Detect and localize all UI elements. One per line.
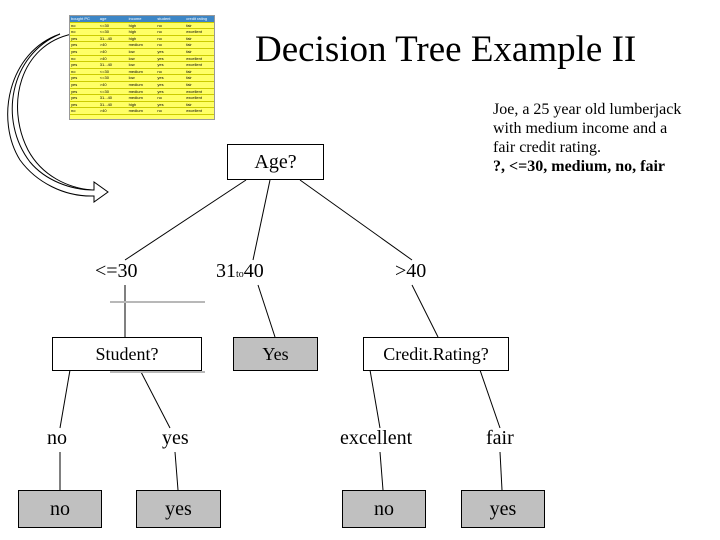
table-cell: >40 — [99, 55, 128, 62]
branch-label-31-40: 31to40 — [216, 260, 264, 282]
leaf-no: no — [18, 490, 102, 528]
divider — [110, 301, 205, 303]
table-cell: yes — [70, 101, 99, 108]
branch-label-gt40: >40 — [395, 260, 427, 282]
table-cell: excellent — [185, 62, 214, 69]
table-cell: no — [156, 35, 185, 42]
table-cell: no — [156, 108, 185, 115]
table-cell: fair — [185, 35, 214, 42]
table-cell: <=30 — [99, 75, 128, 82]
table-cell: low — [128, 55, 157, 62]
table-cell: 31...40 — [99, 62, 128, 69]
leaf-no: no — [342, 490, 426, 528]
table-cell: no — [156, 29, 185, 36]
table-row — [70, 95, 214, 102]
table-row — [70, 108, 214, 115]
table-cell: >40 — [99, 48, 128, 55]
table-cell: medium — [128, 88, 157, 95]
table-cell: excellent — [185, 29, 214, 36]
table-cell: yes — [156, 62, 185, 69]
table-cell: yes — [70, 81, 99, 88]
table-header: age — [99, 16, 128, 22]
table-cell: no — [70, 22, 99, 29]
table-cell: 31...40 — [99, 35, 128, 42]
table-cell: 31...40 — [99, 95, 128, 102]
divider — [110, 371, 205, 373]
table-cell: medium — [128, 95, 157, 102]
table-cell: fair — [185, 81, 214, 88]
table-cell: high — [128, 35, 157, 42]
table-row — [70, 55, 214, 62]
student-node: Student? — [52, 337, 202, 371]
note-line: Joe, a 25 year old lumberjack — [493, 101, 682, 118]
table-cell: yes — [156, 81, 185, 88]
table-row — [70, 62, 214, 69]
table-cell: <=30 — [99, 29, 128, 36]
table-row — [70, 22, 214, 29]
table-row — [70, 29, 214, 36]
note-line: fair credit rating. — [493, 139, 601, 156]
table-cell: no — [70, 108, 99, 115]
table-cell: fair — [185, 75, 214, 82]
table-cell: >40 — [99, 42, 128, 49]
table-cell: high — [128, 101, 157, 108]
table-cell: no — [70, 68, 99, 75]
table-row — [70, 48, 214, 55]
edge-label-excellent: excellent — [340, 427, 413, 449]
table-row — [70, 42, 214, 49]
table-cell: no — [70, 29, 99, 36]
table-cell: excellent — [185, 88, 214, 95]
table-cell: fair — [185, 22, 214, 29]
table-cell: yes — [70, 95, 99, 102]
table-cell: <=30 — [99, 88, 128, 95]
table-cell: yes — [156, 48, 185, 55]
table-cell: yes — [70, 35, 99, 42]
table-header: credit rating — [185, 16, 214, 22]
table-cell: yes — [156, 75, 185, 82]
edge-label-yes: yes — [162, 427, 189, 449]
table-cell: excellent — [185, 108, 214, 115]
table-cell: no — [156, 68, 185, 75]
table-cell: no — [156, 42, 185, 49]
table-header: bought PC — [70, 16, 99, 22]
table-cell: yes — [70, 75, 99, 82]
table-cell: >40 — [99, 81, 128, 88]
table-cell: no — [156, 22, 185, 29]
table-header: income — [128, 16, 157, 22]
edge-label-fair: fair — [486, 427, 514, 449]
table-cell: low — [128, 75, 157, 82]
table-cell: excellent — [185, 95, 214, 102]
table-row — [70, 101, 214, 108]
training-data-table — [69, 15, 215, 120]
table-cell: yes — [70, 42, 99, 49]
root-node-age: Age? — [227, 144, 324, 180]
query-note — [493, 100, 718, 176]
table-cell: yes — [156, 101, 185, 108]
table-row — [70, 68, 214, 75]
table-cell: medium — [128, 81, 157, 88]
table-cell: low — [128, 62, 157, 69]
table-cell: yes — [156, 88, 185, 95]
table-cell: no — [70, 55, 99, 62]
table-cell: high — [128, 22, 157, 29]
table-cell: fair — [185, 68, 214, 75]
table-row — [70, 35, 214, 42]
note-line: with medium income and a — [493, 120, 668, 137]
edge-label-no: no — [47, 427, 67, 449]
table-cell: medium — [128, 108, 157, 115]
yes-leaf-node: Yes — [233, 337, 318, 371]
credit-rating-node: Credit.Rating? — [363, 337, 509, 371]
table-row — [70, 88, 214, 95]
table-cell: medium — [128, 42, 157, 49]
table-row — [70, 75, 214, 82]
table-cell: medium — [128, 68, 157, 75]
table-cell: no — [156, 95, 185, 102]
table-cell: 31...40 — [99, 101, 128, 108]
leaf-yes: yes — [461, 490, 545, 528]
table-cell: yes — [70, 48, 99, 55]
table-cell: yes — [156, 55, 185, 62]
table-cell: fair — [185, 48, 214, 55]
table-cell: yes — [70, 62, 99, 69]
table-cell: yes — [70, 88, 99, 95]
table-cell: <=30 — [99, 68, 128, 75]
table-cell: fair — [185, 101, 214, 108]
table-cell: <=30 — [99, 22, 128, 29]
table-cell: excellent — [185, 55, 214, 62]
leaf-yes: yes — [136, 490, 221, 528]
table-cell: >40 — [99, 108, 128, 115]
branch-label-le30: <=30 — [95, 260, 138, 282]
page-title: Decision Tree Example II — [255, 29, 637, 70]
table-header: student — [156, 16, 185, 22]
table-cell: low — [128, 48, 157, 55]
table-row — [70, 81, 214, 88]
table-cell: fair — [185, 42, 214, 49]
query-tuple: ?, <=30, medium, no, fair — [493, 158, 666, 175]
table-cell: high — [128, 29, 157, 36]
